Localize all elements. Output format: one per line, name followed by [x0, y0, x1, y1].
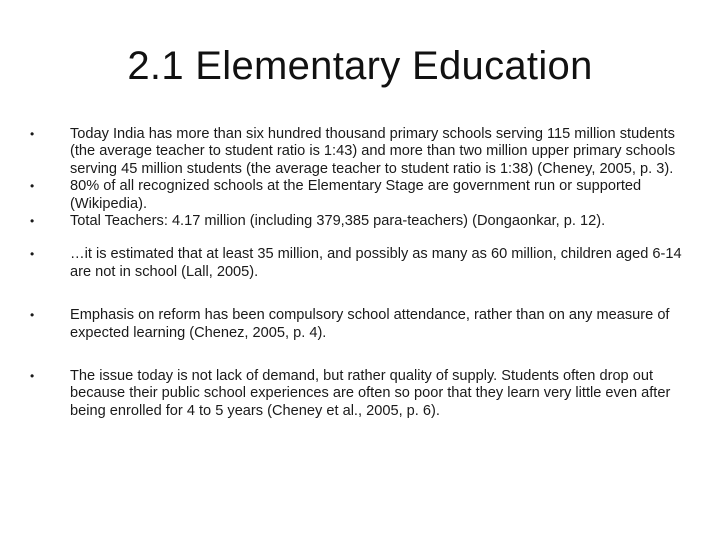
bullet-text: 80% of all recognized schools at the Elementary Stage are government run or supported (Wikipedia). — [70, 178, 642, 212]
bullet-text: …it is estimated that at least 35 million, and possibly as many as 60 million, children aged 6-14 are not in school (Lall, 2005). — [70, 246, 682, 280]
slide-title: 2.1 Elementary Education — [127, 44, 593, 88]
bullet-icon: • — [30, 247, 35, 262]
bullet-icon: • — [30, 308, 35, 323]
list-item — [30, 126, 690, 178]
bullet-icon: • — [30, 369, 35, 384]
bullet-text: Total Teachers: 4.17 million (including 379,385 para-teachers) (Dongaonkar, p. 12). — [70, 213, 606, 230]
bullet-text: Emphasis on reform has been compulsory school attendance, rather than on any measure of expected learning (Chenez, 2005, p. 4). — [70, 307, 670, 341]
bullet-icon: • — [30, 179, 35, 194]
list-item — [30, 368, 690, 420]
list-item — [30, 213, 690, 230]
bullet-icon: • — [30, 127, 35, 141]
list-item — [30, 246, 690, 281]
list-item — [30, 178, 690, 213]
bullet-icon: • — [30, 214, 35, 229]
bullet-text: The issue today is not lack of demand, but rather quality of supply. Students often drop out because their public school experiences are often so poor that they learn very little even after being enrolled for 4 to 5 years (Cheney et al., 2005, p. 6). — [70, 368, 671, 419]
bullet-list — [30, 126, 690, 420]
list-item — [30, 307, 690, 342]
bullet-text: Today India has more than six hundred thousand primary schools serving 115 million students (the average teacher to student ratio is 1:43) and more than two million upper primary schools serving 45 million students (the average teacher to student ratio is 1:38) (Cheney, 2005, p. 3). — [70, 126, 676, 177]
